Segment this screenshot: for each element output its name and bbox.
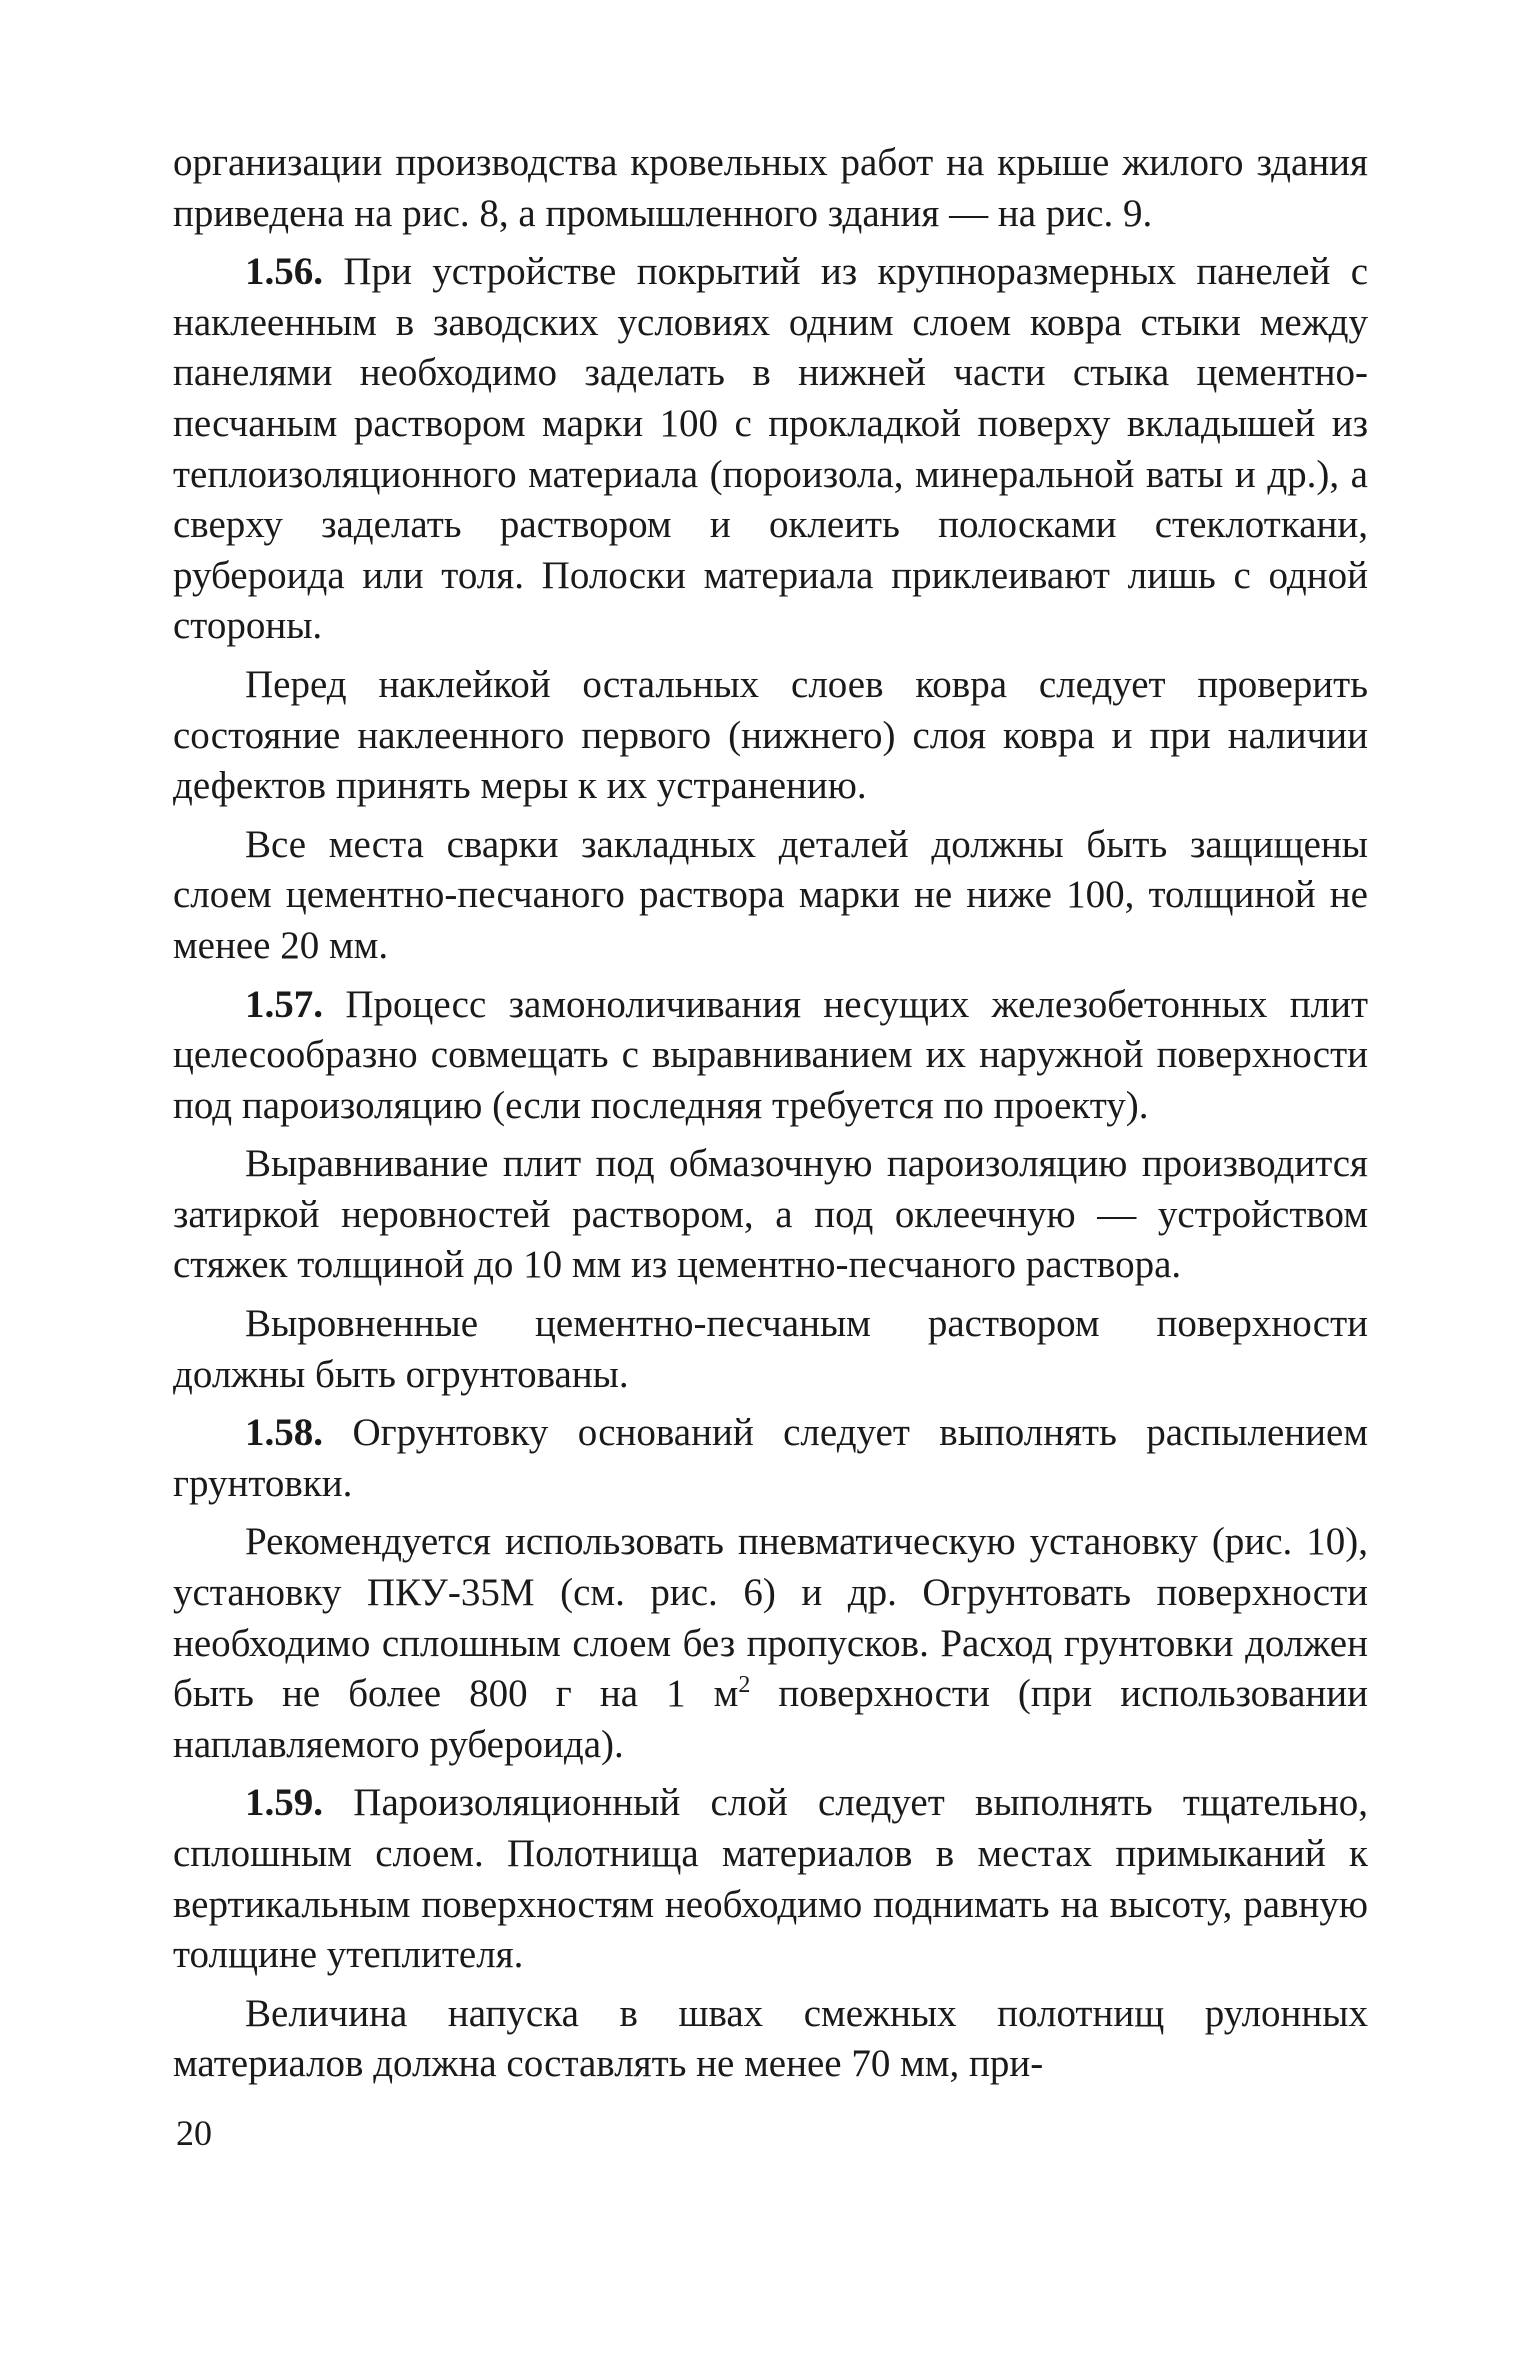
paragraph-overlap xyxy=(173,1989,1368,2090)
paragraph-welding xyxy=(173,820,1368,972)
paragraph-text: При устройстве покрытий из крупноразмерных панелей с наклеенным в заводских условиях одним слоем ковра стыки между панелями необходимо заделать в нижней части стыка цементно-песчаным раствором марки 100 с прокладкой поверху вкладышей из теплоизоляционного материала (пороизола, минеральной ваты и др.), а сверху заделать раствором и оклеить полосками стеклоткани, рубероида или толя. Полоски материала приклеивают лишь с одной стороны. xyxy=(173,250,1369,648)
paragraph-text: поверхности (при использовании наплавляемого рубероида). xyxy=(173,1672,1368,1766)
section-number: 1.58. xyxy=(245,1411,323,1455)
paragraph-text: Выравнивание плит под обмазочную пароизоляцию производится затиркой неровностей раствором, а под оклеечную — устройством стяжек толщиной до 10 мм из цементно-песчаного раствора. xyxy=(173,1142,1368,1287)
paragraph-continuation xyxy=(173,138,1368,239)
section-number: 1.59. xyxy=(245,1781,323,1825)
paragraph-text: Огрунтовку оснований следует выполнять распылением грунтовки. xyxy=(173,1411,1369,1505)
paragraph-1-57 xyxy=(173,980,1368,1132)
section-number: 1.57. xyxy=(245,982,323,1026)
body-text xyxy=(173,138,1368,2090)
paragraph-text: Все места сварки закладных деталей должны быть защищены слоем цементно-песчаного раствора марки не ниже 100, толщиной не менее 20 мм. xyxy=(173,822,1368,967)
paragraph-equipment xyxy=(173,1517,1368,1770)
section-number: 1.56. xyxy=(245,250,323,294)
paragraph-priming-required xyxy=(173,1299,1368,1400)
paragraph-1-58 xyxy=(173,1408,1368,1509)
paragraph-text: Перед наклейкой остальных слоев ковра следует проверить состояние наклеенного первого (нижнего) слоя ковра и при наличии дефектов принять меры к их устранению. xyxy=(173,662,1368,808)
paragraph-text: Пароизоляционный слой следует выполнять тщательно, сплошным слоем. Полотнища материалов в местах примыканий к вертикальным поверхностям необходимо поднимать на высоту, равную толщине утеплителя. xyxy=(173,1781,1368,1977)
paragraph-levelling xyxy=(173,1139,1368,1291)
paragraph-text: Рекомендуется использовать пневматическую установку (рис. 10), установку ПКУ-35М (см. рис. 6) и др. Огрунтовать поверхности необходимо сплошным слоем без пропусков. Расход грунтовки должен быть не более 800 г на 1 м xyxy=(173,1520,1368,1716)
superscript: 2 xyxy=(738,1672,751,1699)
paragraph-text: Процесс замоноличивания несущих железобетонных плит целесообразно совмещать с выравниванием их наружной поверхности под пароизоляцию (если последняя требуется по проекту). xyxy=(173,982,1368,1127)
paragraph-1-56 xyxy=(173,247,1368,652)
paragraph-inspection xyxy=(173,660,1368,812)
paragraph-text: Величина напуска в швах смежных полотнищ рулонных материалов должна составлять не менее 70 мм, при- xyxy=(173,1991,1368,2086)
paragraph-1-59 xyxy=(173,1778,1368,1980)
page-number: 20 xyxy=(176,2113,212,2153)
paragraph-text: Выровненные цементно-песчаным раствором поверхности должны быть огрунтованы. xyxy=(173,1302,1368,1396)
paragraph-text: организации производства кровельных работ на крыше жилого здания приведена на рис. 8, а промышленного здания — на рис. 9. xyxy=(173,141,1368,235)
